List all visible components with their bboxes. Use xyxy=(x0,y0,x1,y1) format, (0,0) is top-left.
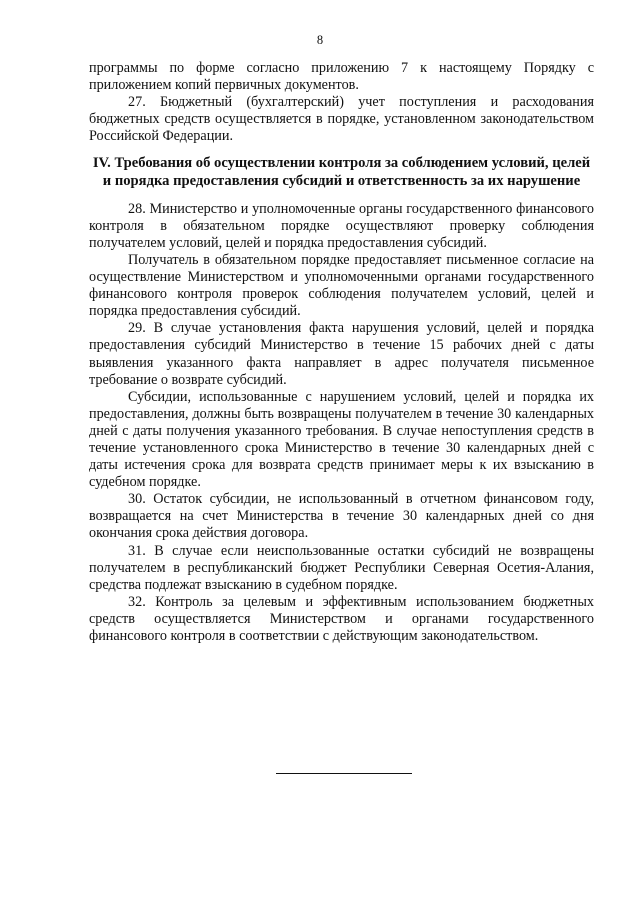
end-of-text-rule xyxy=(276,773,412,774)
paragraph-29: 29. В случае установления факта нарушения условий, целей и порядка предоставления субсидий Министерство в течение 15 рабочих дней с даты выявления указанного факта направляет в адрес получателя письменное требование о возврате субсидий. xyxy=(89,320,594,388)
document-body xyxy=(89,60,594,645)
paragraph-31: 31. В случае если неиспользованные остатки субсидий не возвращены получателем в республиканский бюджет Республики Северная Осетия-Алания, средства подлежат взысканию в судебном порядке. xyxy=(89,542,594,593)
paragraph-28: 28. Министерство и уполномоченные органы государственного финансового контроля в обязательном порядке осуществляют проверку соблюдения получателем условий, целей и порядка предоставления субсидий. xyxy=(89,200,594,251)
paragraph-32: 32. Контроль за целевым и эффективным использованием бюджетных средств осуществляется Министерством и органами государственного финансового контроля в соответствии с действующим законодательством. xyxy=(89,593,594,644)
paragraph-29-return: Субсидии, использованные с нарушением условий, целей и порядка их предоставления, должны быть возвращены получателем в течение 30 календарных дней с даты получения указанного требования. В случае непоступления средств в течение установленного срока Министерство в течение 30 календарных дней с даты истечения срока для возврата средств принимает меры к их взысканию в судебном порядке. xyxy=(89,388,594,491)
paragraph-continuation: программы по форме согласно приложению 7 к настоящему Порядку с приложением копий первичных документов. xyxy=(89,60,594,94)
paragraph-28-consent: Получатель в обязательном порядке предоставляет письменное согласие на осуществление Министерством и уполномоченными органами государственного финансового контроля проверок соблюдения получателем условий, целей и порядка предоставления субсидий. xyxy=(89,251,594,320)
section-heading: IV. Требования об осуществлении контроля за соблюдением условий, целей и порядка предоставления субсидий и ответственность за их нарушение xyxy=(92,155,591,190)
paragraph-27: 27. Бюджетный (бухгалтерский) учет поступления и расходования бюджетных средств осуществляется в порядке, установленном законодательством Российской Федерации. xyxy=(89,94,594,145)
paragraph-30: 30. Остаток субсидии, не использованный в отчетном финансовом году, возвращается на счет Министерства в течение 30 календарных дней со дня окончания срока действия договора. xyxy=(89,491,594,542)
page-number: 8 xyxy=(316,33,324,47)
